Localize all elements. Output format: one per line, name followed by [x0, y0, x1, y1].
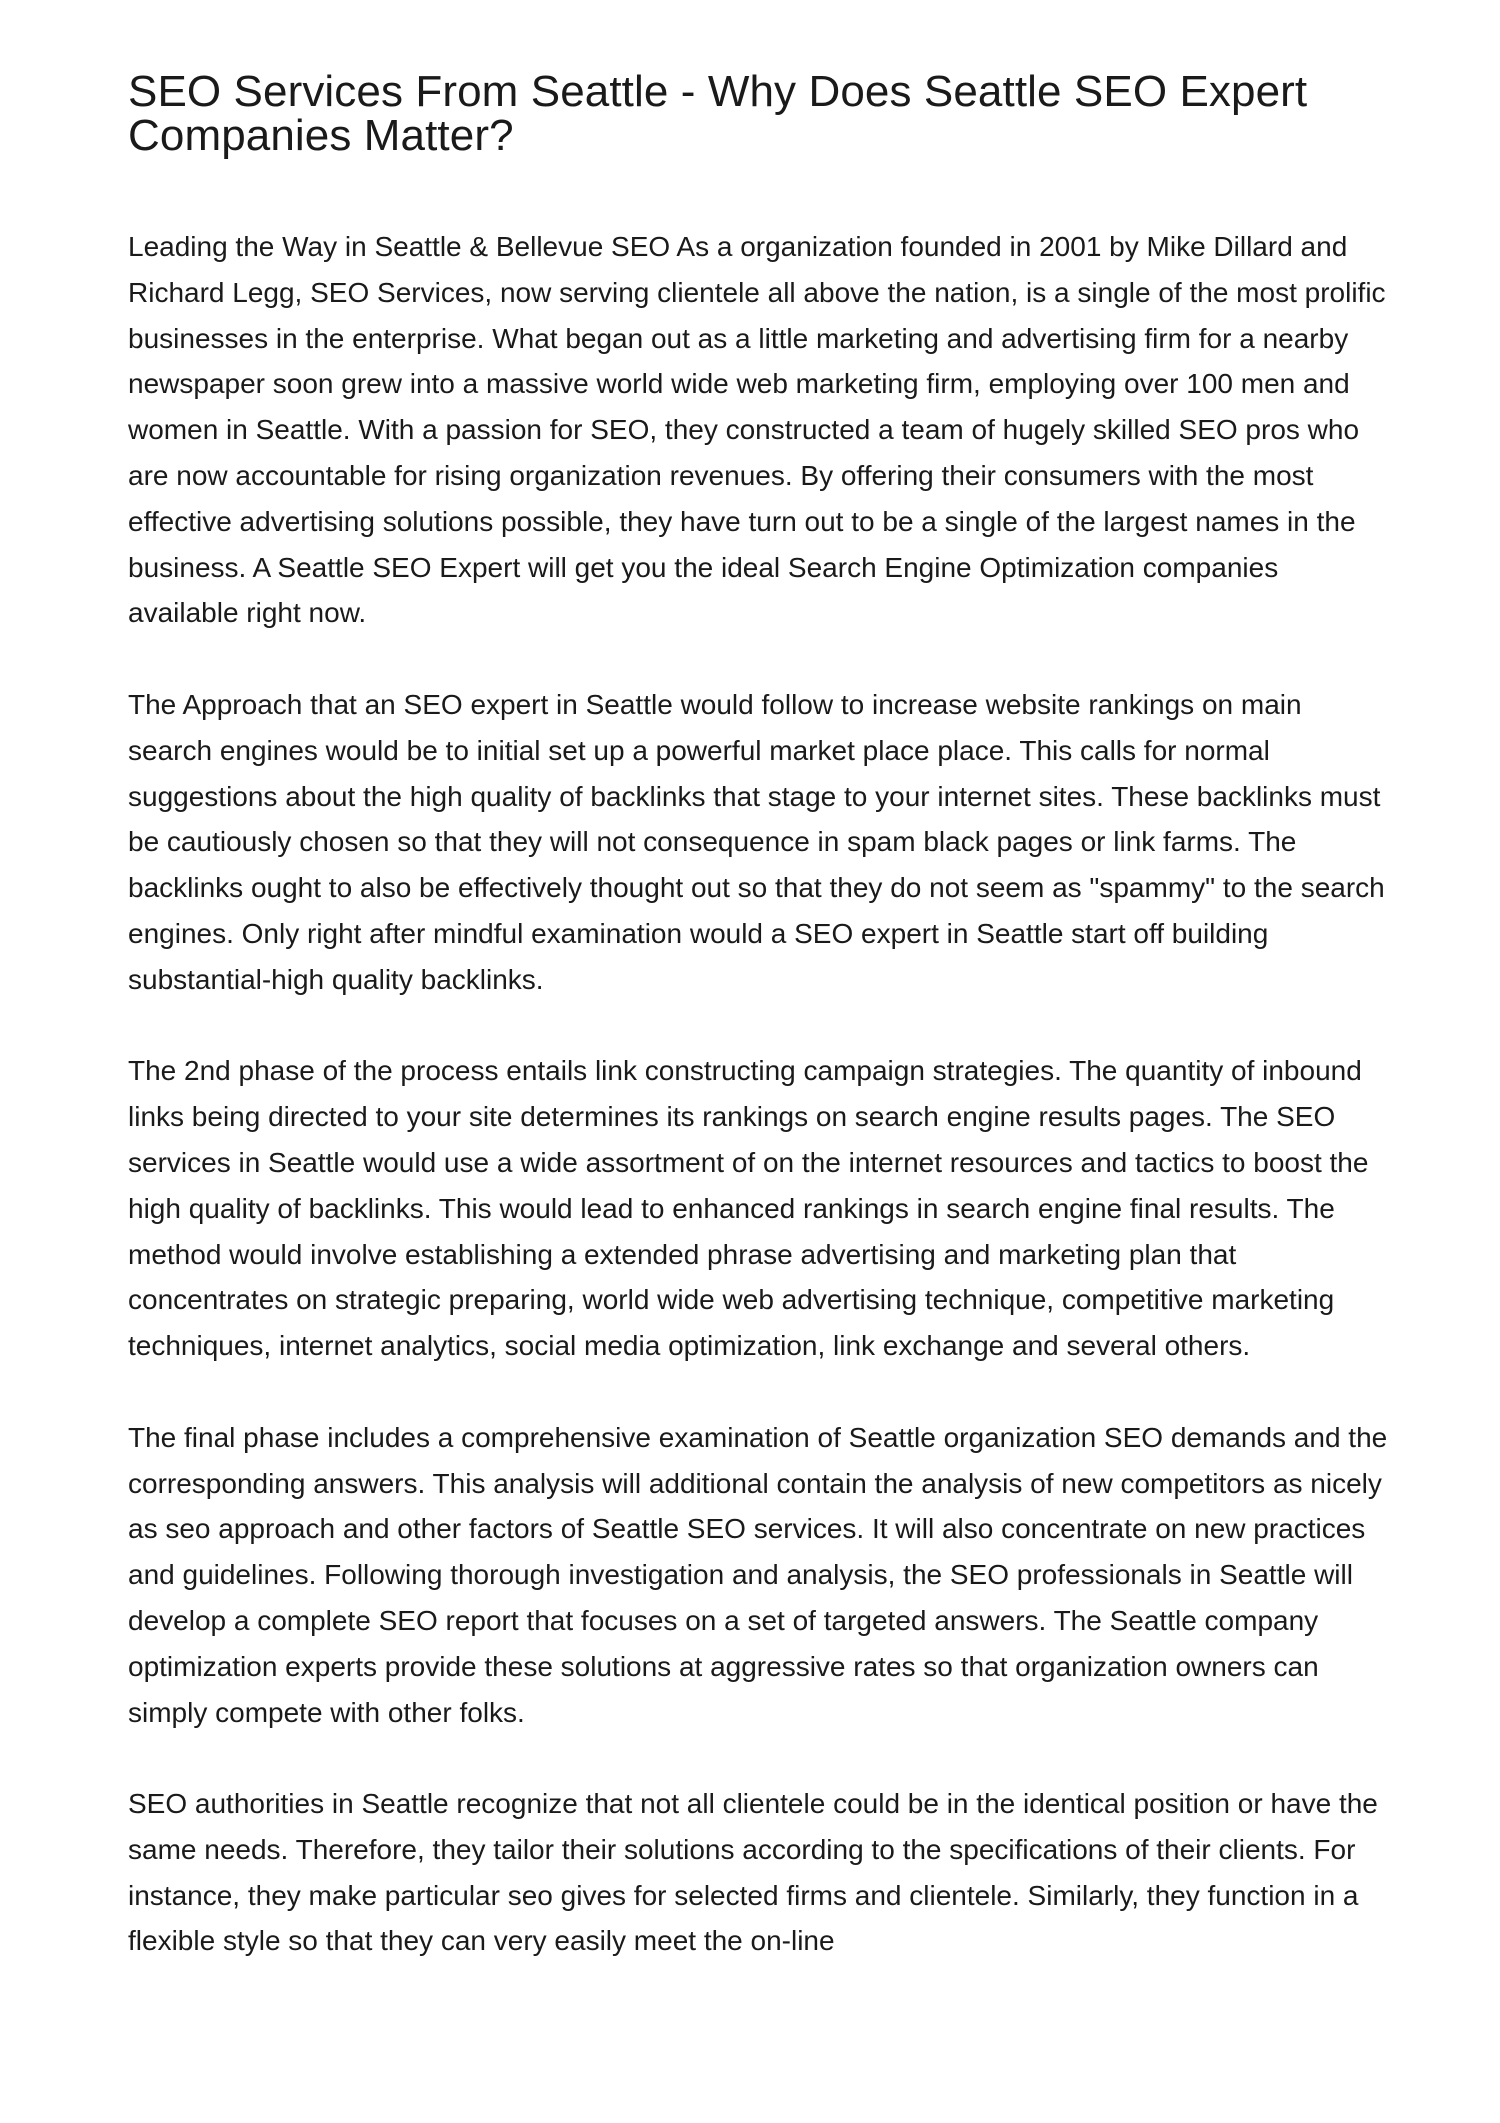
- paragraph-2: The Approach that an SEO expert in Seattle would follow to increase website rankings on main search engines would be to initial set up a powerful market place place. This calls for normal suggestions about the high quality of backlinks that stage to your internet sites. These backlinks must be cautiously chosen so that they will not consequence in spam black pages or link farms. The backlinks ought to also be effectively thought out so that they do not seem as "spammy" to the search engines. Only right after mindful examination would a SEO expert in Seattle start off building substantial-high quality backlinks.: [128, 688, 1385, 995]
- paragraph-5: SEO authorities in Seattle recognize that not all clientele could be in the identical position or have the same needs. Therefore, they tailor their solutions according to the specifications of their clients. For instance, they make particular seo gives for selected firms and clientele. Similarly, they function in a flexible style so that they can very easily meet the on-line: [128, 1788, 1378, 1957]
- paragraph-4: The final phase includes a comprehensive examination of Seattle organization SEO demands and the corresponding answers. This analysis will additional contain the analysis of new competitors as nicely as seo approach and other factors of Seattle SEO services. It will also concentrate on new practices and guidelines. Following thorough investigation and analysis, the SEO professionals in Seattle will develop a complete SEO report that focuses on a set of targeted answers. The Seattle company optimization experts provide these solutions at aggressive rates so that organization owners can simply compete with other folks.: [128, 1421, 1388, 1728]
- document-page: [128, 67, 1390, 2010]
- paragraph-1: Leading the Way in Seattle & Bellevue SEO As a organization founded in 2001 by Mike Dillard and Richard Legg, SEO Services, now serving clientele all above the nation, is a single of the most prolific businesses in the enterprise. What began out as a little marketing and advertising firm for a nearby newspaper soon grew into a massive world wide web marketing firm, employing over 100 men and women in Seattle. With a passion for SEO, they constructed a team of hugely skilled SEO pros who are now accountable for rising organization revenues. By offering their consumers with the most effective advertising solutions possible, they have turn out to be a single of the largest names in the business. A Seattle SEO Expert will get you the ideal Search Engine Optimization companies available right now.: [128, 231, 1386, 629]
- paragraph-3: The 2nd phase of the process entails link constructing campaign strategies. The quantity of inbound links being directed to your site determines its rankings on search engine results pages. The SEO services in Seattle would use a wide assortment of on the internet resources and tactics to boost the high quality of backlinks. This would lead to enhanced rankings in search engine final results. The method would involve establishing a extended phrase advertising and marketing plan that concentrates on strategic preparing, world wide web advertising technique, competitive marketing techniques, internet analytics, social media optimization, link exchange and several others.: [128, 1055, 1369, 1362]
- document-title: SEO Services From Seattle - Why Does Seattle SEO Expert Companies Matter?: [128, 67, 1308, 160]
